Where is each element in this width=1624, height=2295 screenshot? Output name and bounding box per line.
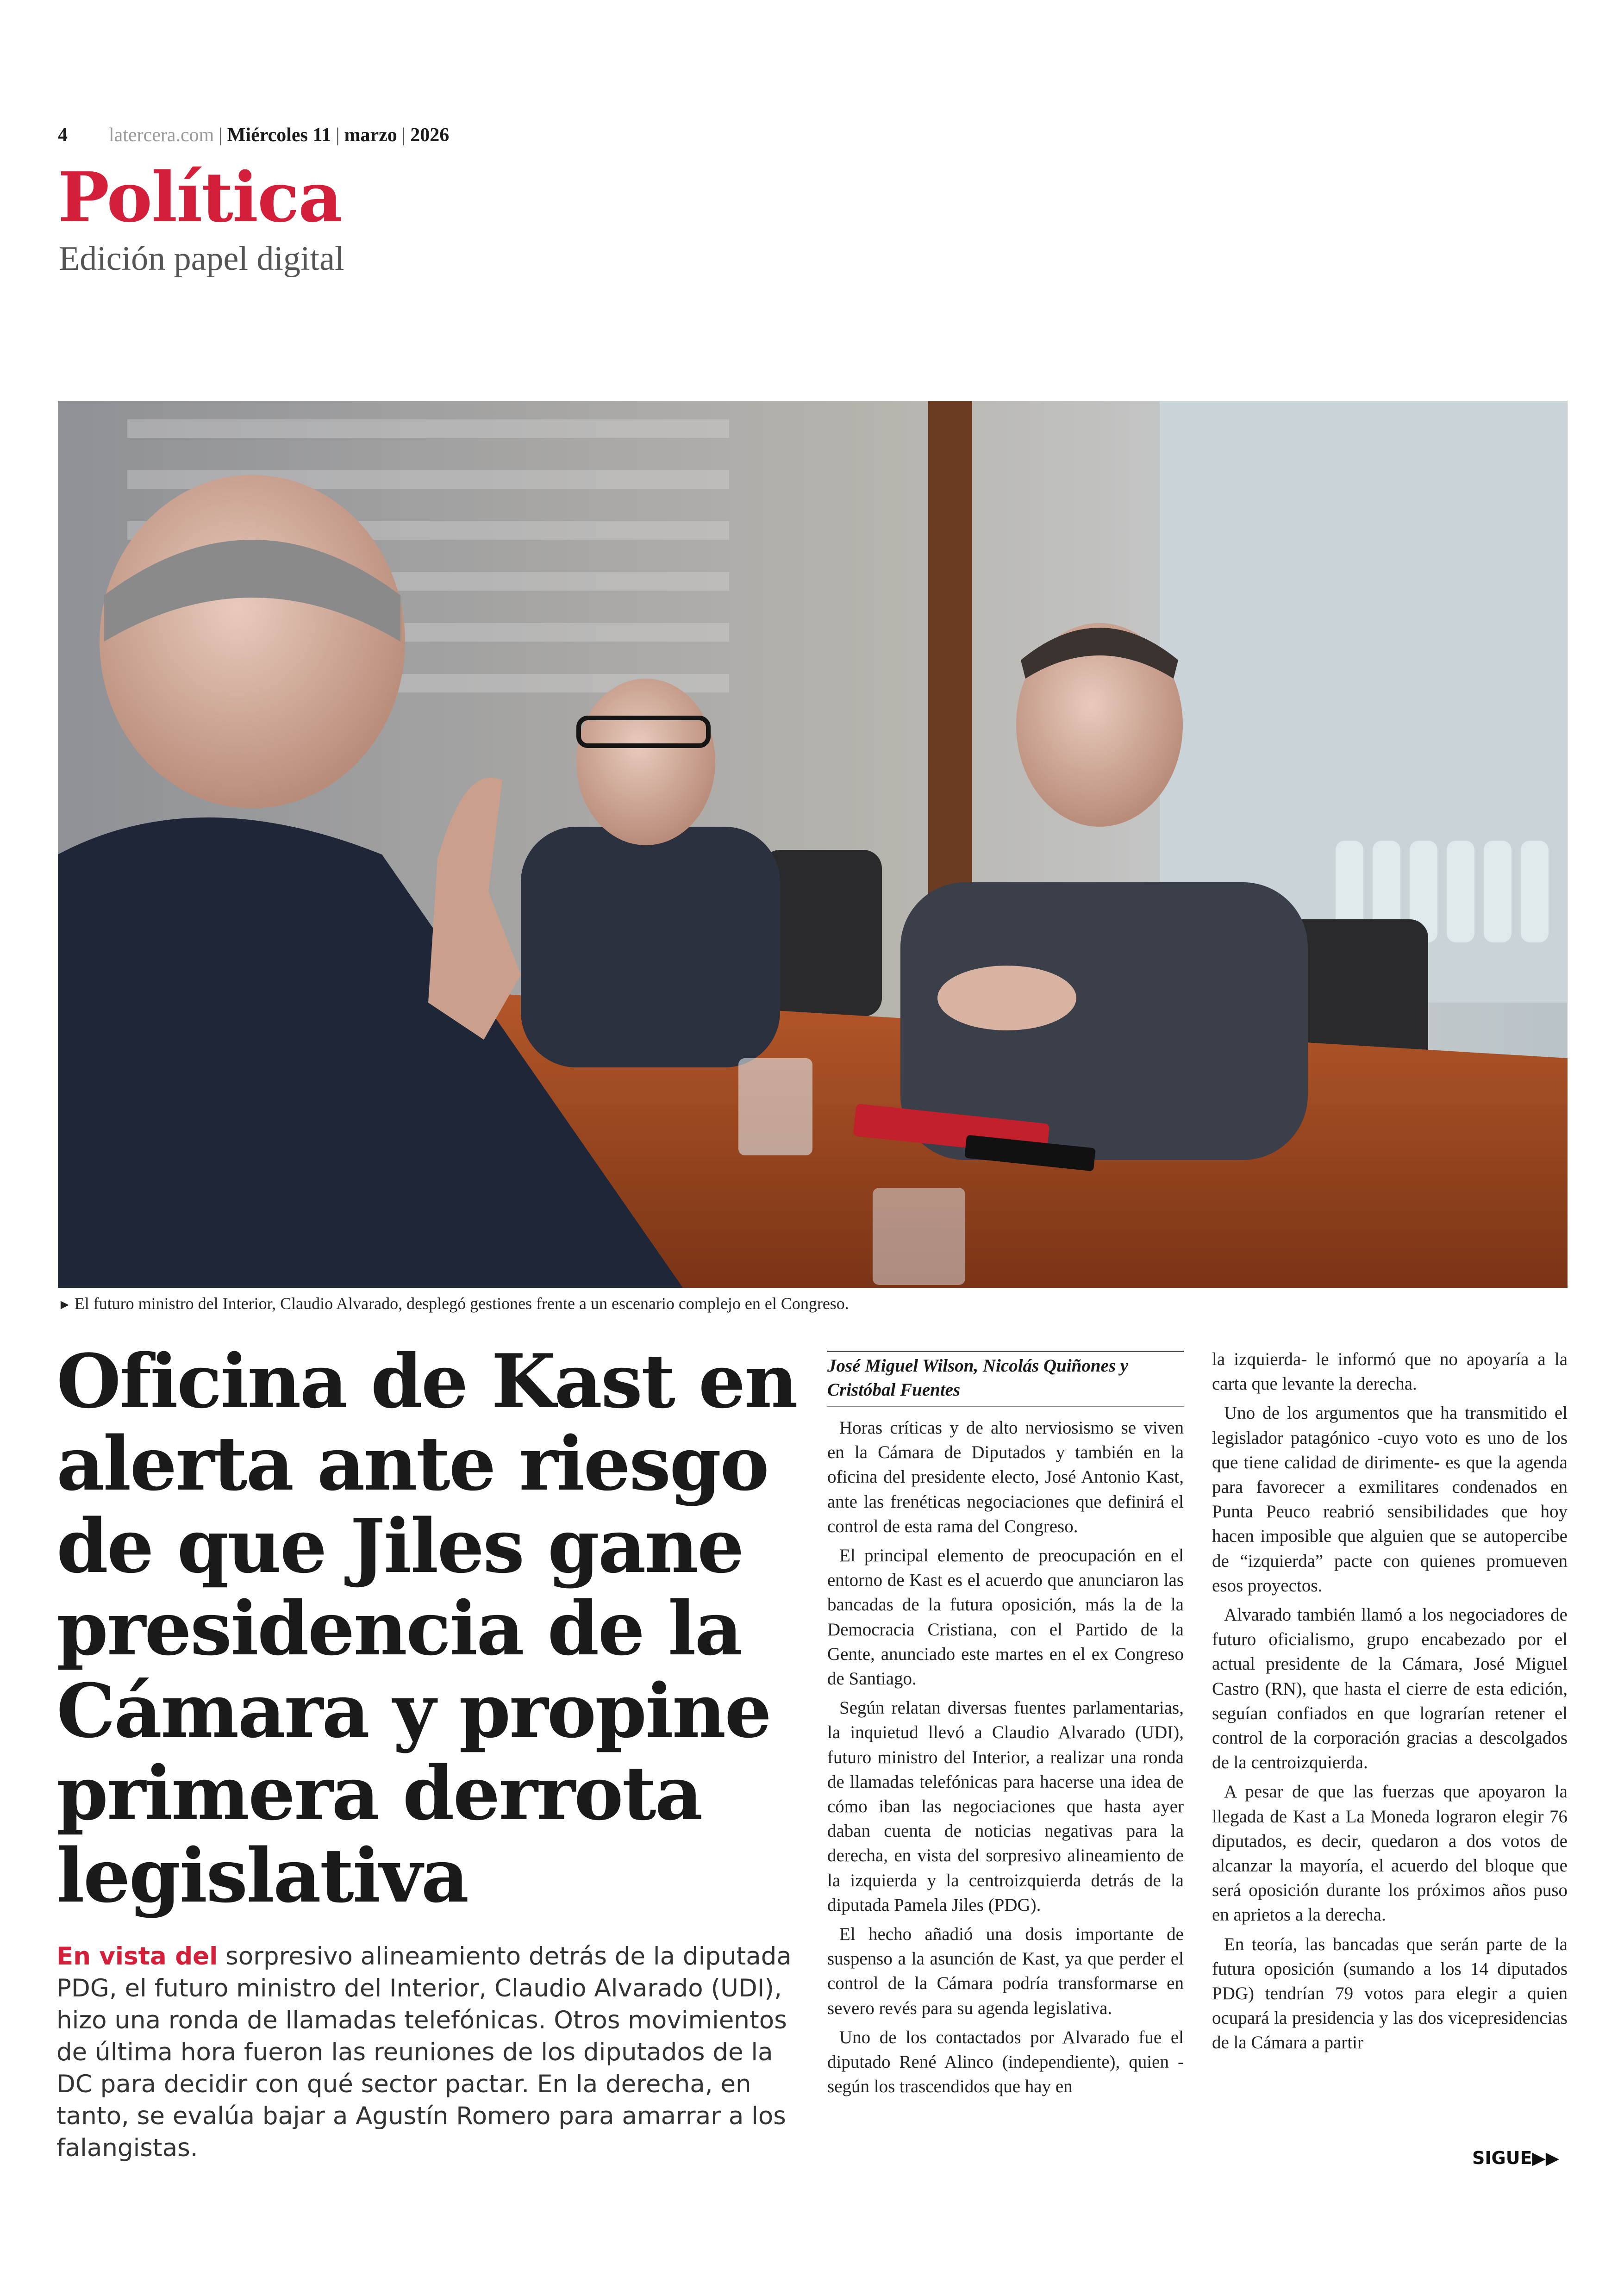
paragraph: Horas críticas y de alto nerviosismo se viven en la Cámara de Diputados y también en la oficina del presidente electo, José Antonio Kast, ante las frenéticas negociaciones que definirá el control de esta rama del Congreso. bbox=[827, 1418, 1184, 1536]
double-arrow-right-icon: ▶▶ bbox=[1532, 2148, 1559, 2168]
paragraph: Alvarado también llamó a los negociadores de futuro oficialismo, grupo encabezado por el actual presidente de la Cámara, José Miguel Castro (RN), que hasta el cierre de esta edición, seguían confiados en que lograrían retener el control de la corporación gracias a descolgados de la centroizquierda. bbox=[1212, 1605, 1568, 1773]
paragraph: la izquierda- le informó que no apoyaría a la carta que levante la derecha. bbox=[1212, 1349, 1568, 1394]
body-column-1 bbox=[827, 1416, 1184, 2103]
body-column-2 bbox=[1212, 1347, 1568, 2060]
paragraph: El hecho añadió una dosis importante de suspenso a la asunción de Kast, ya que perder el control de la Cámara podría transformarse en severo revés para su agenda legislativa. bbox=[827, 1924, 1184, 2018]
photo-caption bbox=[58, 1294, 849, 1313]
article-lede bbox=[56, 1940, 797, 2164]
byline: José Miguel Wilson, Nicolás Quiñones y Cristóbal Fuentes bbox=[827, 1351, 1184, 1402]
date-year: 2026 bbox=[410, 125, 450, 146]
continue-label: SIGUE bbox=[1472, 2148, 1532, 2168]
article-headline: Oficina de Kast en alerta ante riesgo de que Jiles gane presidencia de la Cámara y propine primera derrota legislativa bbox=[56, 1338, 797, 1919]
paragraph: A pesar de que las fuerzas que apoyaron la llegada de Kast a La Moneda lograron elegir 76 diputados, es decir, quedaron a dos votos de alcanzar la mayoría, el acuerdo del bloque que será oposición durante los próximos años puso en aprietos a la derecha. bbox=[1212, 1782, 1568, 1925]
section-subtitle: Edición papel digital bbox=[59, 240, 344, 278]
caption-text: El futuro ministro del Interior, Claudio Alvarado, desplegó gestiones frente a un escenario complejo en el Congreso. bbox=[74, 1294, 849, 1313]
masthead-line: latercera.com | Miércoles 11 | marzo | 2026 bbox=[109, 125, 450, 146]
lede-kicker: En vista del bbox=[56, 1942, 218, 1971]
paragraph: El principal elemento de preocupación en el entorno de Kast es el acuerdo que anunciaron las bancadas de la futura oposición, más la de la Democracia Cristiana, con el Partido de la Gente, anunciado este martes en el ex Congreso de Santiago. bbox=[827, 1546, 1184, 1689]
date-weekday-day: Miércoles 11 bbox=[227, 125, 331, 146]
section-title: Política bbox=[58, 157, 342, 237]
byline-divider bbox=[827, 1406, 1184, 1407]
site-name[interactable]: latercera.com bbox=[109, 125, 214, 146]
lede-text: sorpresivo alineamiento detrás de la diputada PDG, el futuro ministro del Interior, Claudio Alvarado (UDI), hizo una ronda de llamadas telefónicas. Otros movimientos de última hora fueron las reuniones de los diputados de la DC para decidir con qué sector pactar. En la derecha, en tanto, se evalúa bajar a Agustín Romero para amarrar a los falangistas. bbox=[56, 1942, 792, 2162]
paragraph: Según relatan diversas fuentes parlamentarias, la inquietud llevó a Claudio Alvarado (UDI), futuro ministro del Interior, a realizar una ronda de llamadas telefónicas para hacerse una idea de cómo iban las negociaciones que hasta ayer daban cuenta de noticias negativas para la derecha, en vista del sorpresivo alineamiento de la izquierda y la centroizquierda detrás de la diputada Pamela Jiles (PDG). bbox=[827, 1698, 1184, 1915]
page-number: 4 bbox=[58, 125, 68, 146]
date-month: marzo bbox=[344, 125, 397, 146]
caption-arrow-icon: ► bbox=[58, 1297, 72, 1312]
paragraph: Uno de los contactados por Alvarado fue el diputado René Alinco (independiente), quien -según los trascendidos que hay en bbox=[827, 2027, 1184, 2097]
lead-photo bbox=[58, 401, 1568, 1288]
paragraph: Uno de los argumentos que ha transmitido el legislador patagónico -cuyo voto es uno de los que tiene calidad de dirimente- es que la agenda para favorecer a exmilitares condenados en Punta Peuco reabrió sensibilidades que hoy hacen imposible que alguien que se autopercibe de “izquierda” pacte con quienes promueven esos proyectos. bbox=[1212, 1403, 1568, 1596]
photo-illustration bbox=[58, 401, 1568, 1288]
paragraph: En teoría, las bancadas que serán parte de la futura oposición (sumando a los 14 diputados PDG) tendrían 79 votos para elegir a quien ocupará la presidencia y las dos vicepresidencias de la Cámara a partir bbox=[1212, 1934, 1568, 2053]
continue-marker[interactable] bbox=[1472, 2148, 1559, 2168]
